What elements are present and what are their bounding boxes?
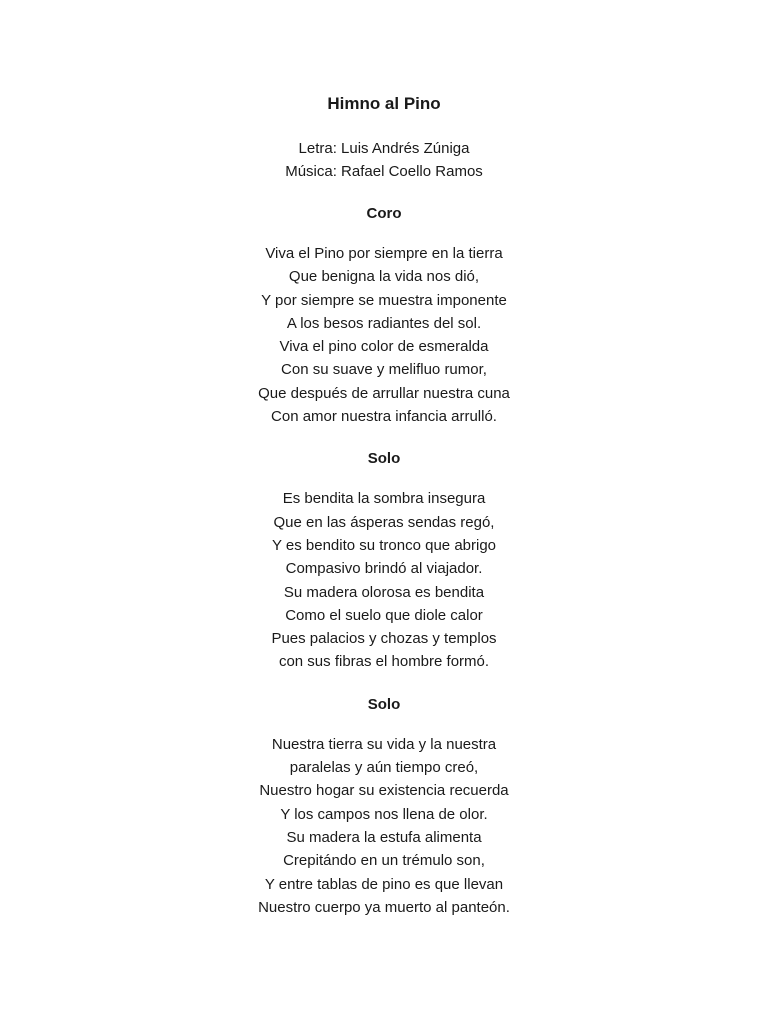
verse-line: Nuestro hogar su existencia recuerda <box>259 782 509 800</box>
verse-line: Es bendita la sombra insegura <box>282 490 486 508</box>
section-coro <box>0 202 768 428</box>
verse-line: Nuestra tierra su vida y la nuestra <box>271 735 497 753</box>
music-credit: Música: Rafael Coello Ramos <box>285 163 483 180</box>
verse-line: Con su suave y melifluo rumor, <box>281 361 487 379</box>
verse-line: A los besos radiantes del sol. <box>286 314 482 332</box>
verse-line: Con amor nuestra infancia arrulló. <box>271 408 497 426</box>
verse-line: Que benigna la vida nos dió, <box>288 268 480 286</box>
verse-line: Y los campos nos llena de olor. <box>280 805 488 823</box>
verse-line: Su madera olorosa es bendita <box>283 583 485 601</box>
verse-line: Crepitándo en un trémulo son, <box>283 852 485 870</box>
stanza <box>0 487 768 673</box>
stanza <box>0 733 768 919</box>
verse-line: Y entre tablas de pino es que llevan <box>264 875 504 893</box>
document-title: Himno al Pino <box>327 94 441 113</box>
verse-line: Su madera la estufa alimenta <box>286 828 482 846</box>
verse-line: Y por siempre se muestra imponente <box>261 291 507 309</box>
section-heading: Solo <box>367 450 401 468</box>
section-solo-1 <box>0 447 768 673</box>
verse-line: Y es bendito su tronco que abrigo <box>271 536 497 554</box>
stanza <box>0 242 768 428</box>
verse-line: Pues palacios y chozas y templos <box>271 630 497 648</box>
verse-line: Que después de arrullar nuestra cuna <box>258 384 510 402</box>
verse-line: Viva el Pino por siempre en la tierra <box>265 245 503 262</box>
section-heading: Coro <box>366 205 402 222</box>
section-heading: Solo <box>367 695 401 713</box>
verse-line: Compasivo brindó al viajador. <box>285 560 483 578</box>
credits-block <box>0 137 768 183</box>
lyrics-credit: Letra: Luis Andrés Zúniga <box>298 140 470 157</box>
verse-line: con sus fibras el hombre formó. <box>278 653 490 671</box>
verse-line: Como el suelo que diole calor <box>285 606 483 624</box>
verse-line: Nuestro cuerpo ya muerto al panteón. <box>258 898 510 916</box>
verse-line: Que en las ásperas sendas regó, <box>273 513 495 531</box>
section-solo-2 <box>0 693 768 919</box>
verse-line: Viva el pino color de esmeralda <box>279 338 489 356</box>
verse-line: paralelas y aún tiempo creó, <box>289 759 479 777</box>
